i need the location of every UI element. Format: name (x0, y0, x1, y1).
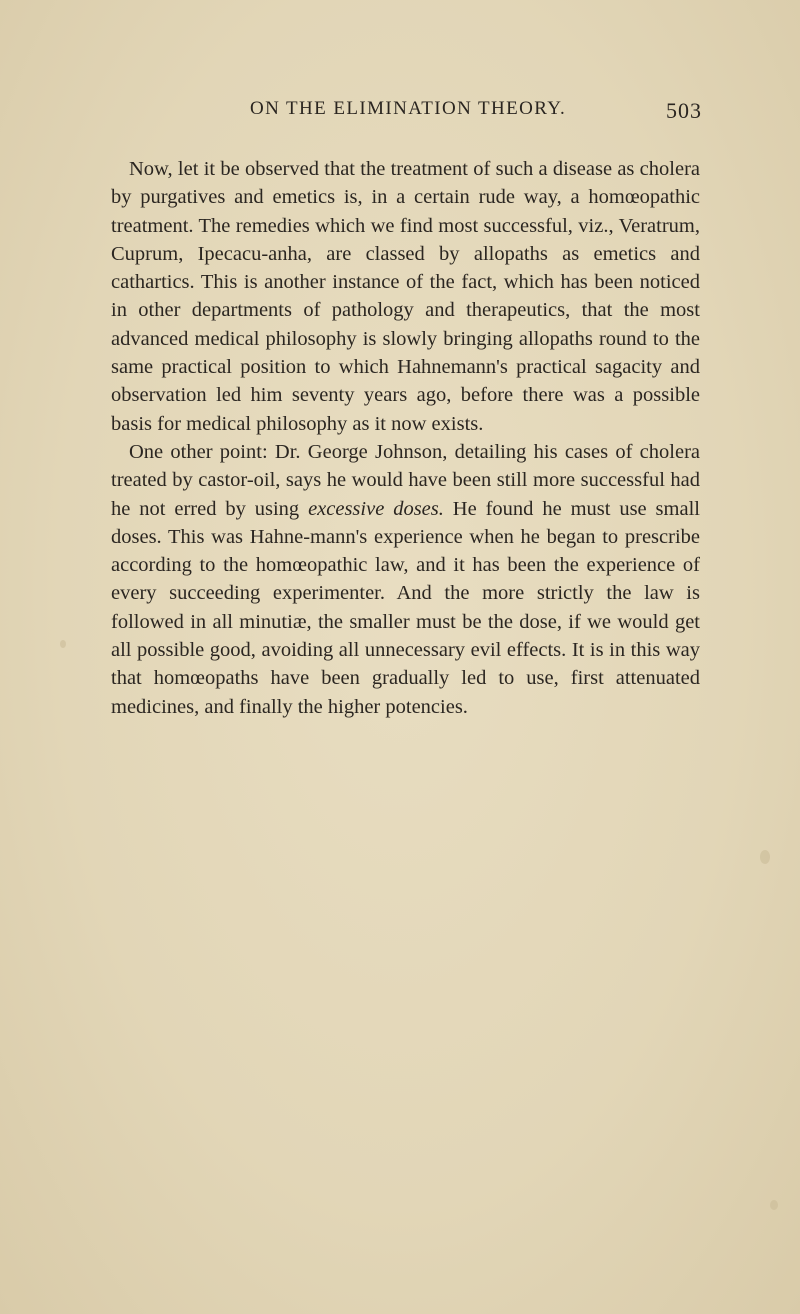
running-head: ON THE ELIMINATION THEORY. (250, 98, 567, 119)
paper-spot (770, 1200, 778, 1210)
emphasis-excessive-doses: excessive doses. (308, 497, 444, 520)
paragraph-2-end: He found he must use small doses. This was Hahne-mann's experience when he began to prescribe according to the homœopathic law, and it has been the experience of every succeeding experimenter. And the more strictly the law is followed in all minutiæ, the smaller must be the dose, if we would get all possible good, avoiding all unnecessary evil effects. It is in this way that homœopaths have been gradually led to use, first attenuated medicines, and finally the higher potencies. (111, 497, 700, 718)
page-number: 503 (666, 98, 702, 123)
paragraph-1: Now, let it be observed that the treatment of such a disease as cholera by purgatives and emetics is, in a certain rude way, a homœopathic treatment. The remedies which we find most successful, viz., Veratrum, Cuprum, Ipecacu-anha, are classed by allopaths as emetics and cathartics. This is another instance of the fact, which has been noticed in other departments of pathology and therapeutics, that the most advanced medical philosophy is slowly bringing allopaths round to the same practical position to which Hahnemann's practical sagacity and observation led him seventy years ago, before there was a possible basis for medical philosophy as it now exists. (111, 158, 700, 435)
page-header (110, 98, 702, 126)
paper-spot (60, 640, 66, 648)
paragraph-2 (111, 438, 700, 721)
body-text (111, 155, 700, 721)
paper-spot (760, 850, 770, 864)
paragraph-2-start: One other point: Dr. George Johnson, detailing his cases of cholera treated by castor-oil, says he would have been still more successful had he not erred by using (111, 440, 700, 520)
